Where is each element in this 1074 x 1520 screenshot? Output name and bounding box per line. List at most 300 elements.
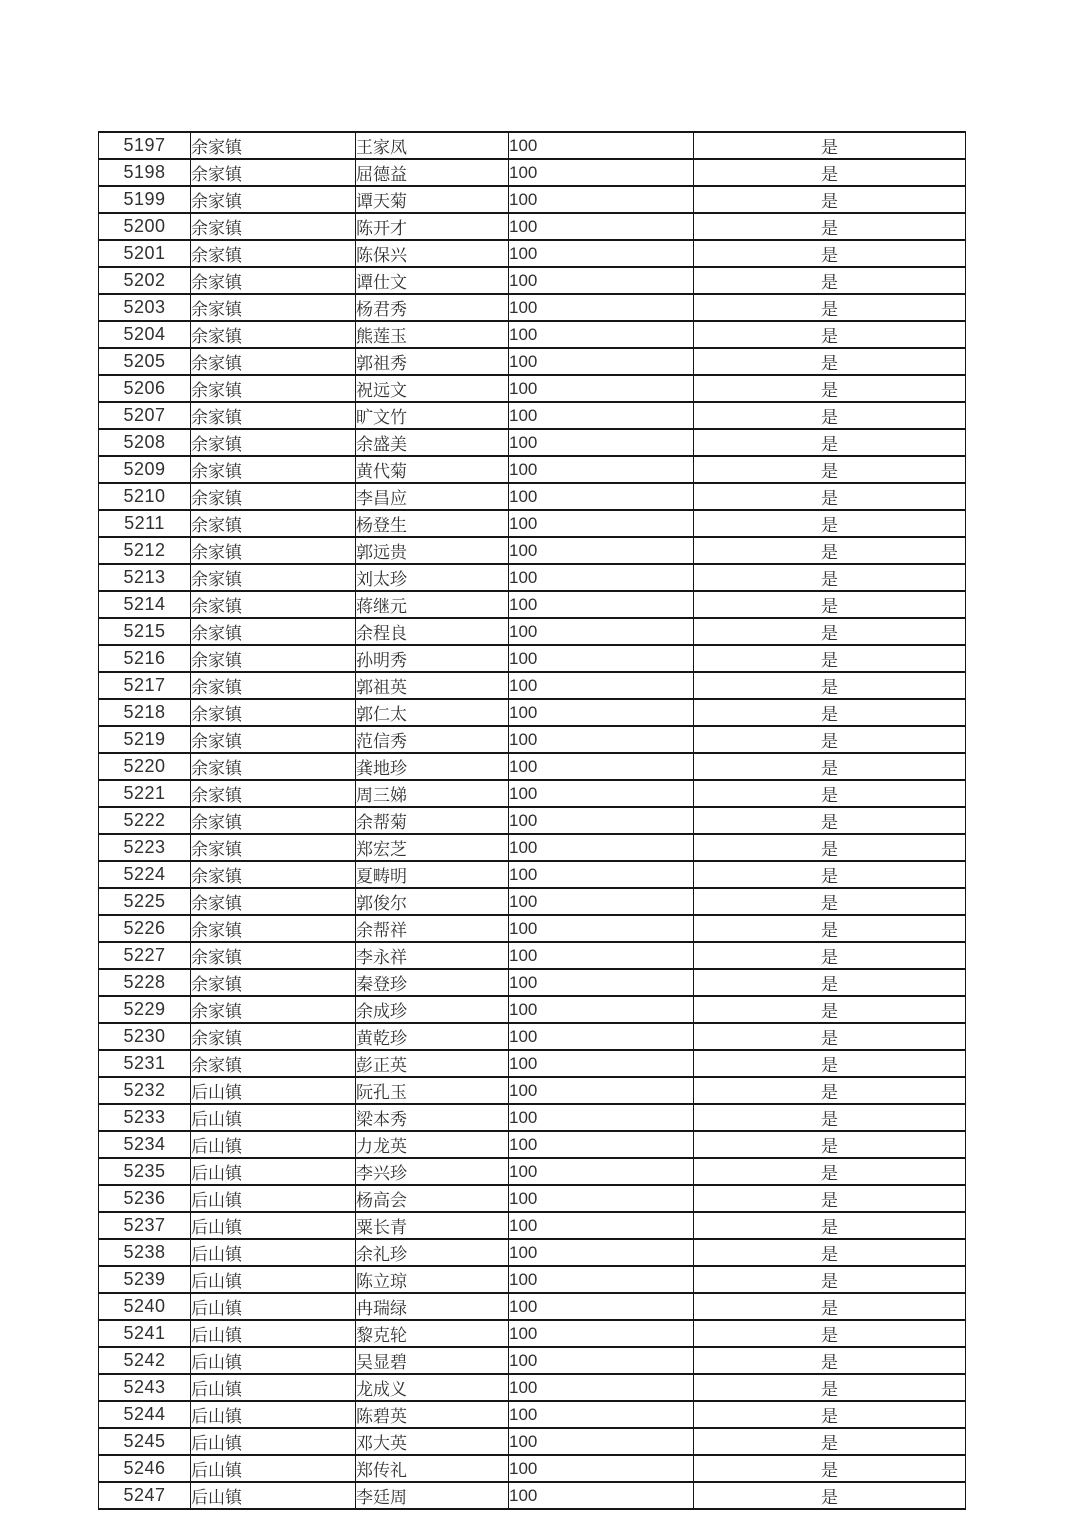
- cell-person-name: 余帮祥: [356, 915, 509, 942]
- table-row: [99, 456, 966, 483]
- cell-town-name: 余家镇: [191, 213, 356, 240]
- cell-score: 100: [509, 267, 694, 294]
- cell-serial-number: 5234: [99, 1131, 191, 1158]
- table-row: [99, 186, 966, 213]
- cell-score: 100: [509, 1050, 694, 1077]
- cell-confirmation: 是: [694, 1347, 966, 1374]
- cell-town-name: 余家镇: [191, 321, 356, 348]
- cell-score: 100: [509, 1266, 694, 1293]
- cell-serial-number: 5240: [99, 1293, 191, 1320]
- cell-serial-number: 5239: [99, 1266, 191, 1293]
- cell-confirmation: 是: [694, 672, 966, 699]
- cell-person-name: 李昌应: [356, 483, 509, 510]
- cell-serial-number: 5203: [99, 294, 191, 321]
- table-row: [99, 1104, 966, 1131]
- cell-confirmation: 是: [694, 699, 966, 726]
- cell-confirmation: 是: [694, 1455, 966, 1482]
- cell-score: 100: [509, 942, 694, 969]
- cell-confirmation: 是: [694, 1482, 966, 1509]
- cell-person-name: 余成珍: [356, 996, 509, 1023]
- cell-serial-number: 5217: [99, 672, 191, 699]
- cell-serial-number: 5245: [99, 1428, 191, 1455]
- table-row: [99, 564, 966, 591]
- cell-confirmation: 是: [694, 645, 966, 672]
- cell-serial-number: 5210: [99, 483, 191, 510]
- table-row: [99, 375, 966, 402]
- cell-town-name: 后山镇: [191, 1374, 356, 1401]
- cell-person-name: 陈立琼: [356, 1266, 509, 1293]
- cell-serial-number: 5206: [99, 375, 191, 402]
- cell-person-name: 郭祖秀: [356, 348, 509, 375]
- cell-serial-number: 5241: [99, 1320, 191, 1347]
- cell-score: 100: [509, 1428, 694, 1455]
- cell-person-name: 余帮菊: [356, 807, 509, 834]
- cell-town-name: 余家镇: [191, 402, 356, 429]
- cell-confirmation: 是: [694, 1401, 966, 1428]
- table-row: [99, 861, 966, 888]
- cell-town-name: 余家镇: [191, 132, 356, 159]
- cell-town-name: 余家镇: [191, 564, 356, 591]
- table-row: [99, 942, 966, 969]
- cell-town-name: 余家镇: [191, 942, 356, 969]
- table-row: [99, 618, 966, 645]
- cell-confirmation: 是: [694, 915, 966, 942]
- cell-person-name: 龙成义: [356, 1374, 509, 1401]
- cell-score: 100: [509, 564, 694, 591]
- cell-confirmation: 是: [694, 132, 966, 159]
- cell-serial-number: 5243: [99, 1374, 191, 1401]
- cell-confirmation: 是: [694, 456, 966, 483]
- cell-serial-number: 5207: [99, 402, 191, 429]
- roster-body: [99, 132, 966, 1509]
- cell-town-name: 余家镇: [191, 618, 356, 645]
- table-row: [99, 780, 966, 807]
- cell-person-name: 郭祖英: [356, 672, 509, 699]
- cell-person-name: 李廷周: [356, 1482, 509, 1509]
- cell-town-name: 余家镇: [191, 996, 356, 1023]
- cell-confirmation: 是: [694, 726, 966, 753]
- table-row: [99, 159, 966, 186]
- cell-town-name: 余家镇: [191, 780, 356, 807]
- cell-person-name: 邓大英: [356, 1428, 509, 1455]
- cell-town-name: 余家镇: [191, 294, 356, 321]
- cell-score: 100: [509, 1239, 694, 1266]
- table-row: [99, 537, 966, 564]
- cell-town-name: 余家镇: [191, 537, 356, 564]
- cell-town-name: 余家镇: [191, 645, 356, 672]
- cell-person-name: 旷文竹: [356, 402, 509, 429]
- cell-serial-number: 5209: [99, 456, 191, 483]
- cell-serial-number: 5221: [99, 780, 191, 807]
- cell-confirmation: 是: [694, 186, 966, 213]
- cell-town-name: 余家镇: [191, 483, 356, 510]
- roster-table: [98, 131, 966, 1510]
- cell-town-name: 余家镇: [191, 807, 356, 834]
- cell-score: 100: [509, 213, 694, 240]
- cell-town-name: 余家镇: [191, 753, 356, 780]
- cell-confirmation: 是: [694, 240, 966, 267]
- cell-confirmation: 是: [694, 969, 966, 996]
- table-row: [99, 834, 966, 861]
- cell-score: 100: [509, 186, 694, 213]
- cell-town-name: 后山镇: [191, 1077, 356, 1104]
- cell-town-name: 后山镇: [191, 1104, 356, 1131]
- cell-score: 100: [509, 618, 694, 645]
- cell-serial-number: 5212: [99, 537, 191, 564]
- cell-score: 100: [509, 1374, 694, 1401]
- cell-town-name: 后山镇: [191, 1320, 356, 1347]
- cell-score: 100: [509, 996, 694, 1023]
- cell-serial-number: 5198: [99, 159, 191, 186]
- cell-score: 100: [509, 1293, 694, 1320]
- table-row: [99, 591, 966, 618]
- cell-confirmation: 是: [694, 1023, 966, 1050]
- cell-town-name: 余家镇: [191, 159, 356, 186]
- cell-serial-number: 5242: [99, 1347, 191, 1374]
- table-row: [99, 1374, 966, 1401]
- cell-person-name: 余程良: [356, 618, 509, 645]
- cell-person-name: 王家凤: [356, 132, 509, 159]
- cell-confirmation: 是: [694, 942, 966, 969]
- cell-confirmation: 是: [694, 375, 966, 402]
- cell-town-name: 余家镇: [191, 1050, 356, 1077]
- cell-person-name: 冉瑞绿: [356, 1293, 509, 1320]
- cell-confirmation: 是: [694, 1239, 966, 1266]
- cell-town-name: 余家镇: [191, 240, 356, 267]
- table-row: [99, 294, 966, 321]
- cell-score: 100: [509, 483, 694, 510]
- cell-confirmation: 是: [694, 159, 966, 186]
- cell-confirmation: 是: [694, 537, 966, 564]
- cell-score: 100: [509, 1482, 694, 1509]
- cell-serial-number: 5214: [99, 591, 191, 618]
- cell-serial-number: 5238: [99, 1239, 191, 1266]
- cell-confirmation: 是: [694, 294, 966, 321]
- cell-town-name: 后山镇: [191, 1347, 356, 1374]
- table-row: [99, 699, 966, 726]
- cell-serial-number: 5224: [99, 861, 191, 888]
- cell-person-name: 蒋继元: [356, 591, 509, 618]
- cell-score: 100: [509, 807, 694, 834]
- cell-person-name: 夏畴明: [356, 861, 509, 888]
- cell-score: 100: [509, 1158, 694, 1185]
- cell-serial-number: 5199: [99, 186, 191, 213]
- cell-person-name: 龚地珍: [356, 753, 509, 780]
- table-row: [99, 1077, 966, 1104]
- cell-town-name: 后山镇: [191, 1185, 356, 1212]
- cell-person-name: 阮孔玉: [356, 1077, 509, 1104]
- cell-confirmation: 是: [694, 1266, 966, 1293]
- table-row: [99, 888, 966, 915]
- cell-score: 100: [509, 834, 694, 861]
- cell-score: 100: [509, 348, 694, 375]
- cell-score: 100: [509, 1077, 694, 1104]
- table-row: [99, 267, 966, 294]
- table-row: [99, 753, 966, 780]
- cell-score: 100: [509, 753, 694, 780]
- cell-score: 100: [509, 672, 694, 699]
- table-row: [99, 510, 966, 537]
- cell-score: 100: [509, 1212, 694, 1239]
- cell-person-name: 黄代菊: [356, 456, 509, 483]
- cell-serial-number: 5246: [99, 1455, 191, 1482]
- cell-person-name: 粟长青: [356, 1212, 509, 1239]
- cell-person-name: 陈碧英: [356, 1401, 509, 1428]
- table-row: [99, 240, 966, 267]
- table-row: [99, 969, 966, 996]
- cell-confirmation: 是: [694, 1212, 966, 1239]
- cell-serial-number: 5230: [99, 1023, 191, 1050]
- cell-town-name: 余家镇: [191, 834, 356, 861]
- cell-person-name: 梁本秀: [356, 1104, 509, 1131]
- cell-serial-number: 5201: [99, 240, 191, 267]
- cell-confirmation: 是: [694, 510, 966, 537]
- table-row: [99, 672, 966, 699]
- cell-confirmation: 是: [694, 996, 966, 1023]
- cell-person-name: 郭俊尔: [356, 888, 509, 915]
- table-row: [99, 915, 966, 942]
- table-row: [99, 726, 966, 753]
- table-row: [99, 1158, 966, 1185]
- cell-town-name: 余家镇: [191, 699, 356, 726]
- cell-person-name: 秦登珍: [356, 969, 509, 996]
- cell-score: 100: [509, 240, 694, 267]
- cell-serial-number: 5236: [99, 1185, 191, 1212]
- cell-town-name: 后山镇: [191, 1293, 356, 1320]
- table-row: [99, 1212, 966, 1239]
- cell-town-name: 后山镇: [191, 1482, 356, 1509]
- cell-town-name: 余家镇: [191, 861, 356, 888]
- cell-serial-number: 5216: [99, 645, 191, 672]
- table-row: [99, 213, 966, 240]
- cell-confirmation: 是: [694, 1104, 966, 1131]
- cell-town-name: 余家镇: [191, 726, 356, 753]
- table-row: [99, 1185, 966, 1212]
- cell-serial-number: 5247: [99, 1482, 191, 1509]
- cell-serial-number: 5244: [99, 1401, 191, 1428]
- table-row: [99, 348, 966, 375]
- table-row: [99, 807, 966, 834]
- cell-town-name: 余家镇: [191, 915, 356, 942]
- cell-serial-number: 5223: [99, 834, 191, 861]
- cell-score: 100: [509, 1131, 694, 1158]
- table-row: [99, 1050, 966, 1077]
- table-row: [99, 402, 966, 429]
- cell-serial-number: 5215: [99, 618, 191, 645]
- table-row: [99, 1131, 966, 1158]
- table-row: [99, 1401, 966, 1428]
- cell-serial-number: 5237: [99, 1212, 191, 1239]
- cell-town-name: 余家镇: [191, 1023, 356, 1050]
- cell-person-name: 周三娣: [356, 780, 509, 807]
- cell-person-name: 祝远文: [356, 375, 509, 402]
- cell-serial-number: 5225: [99, 888, 191, 915]
- table-row: [99, 321, 966, 348]
- cell-confirmation: 是: [694, 483, 966, 510]
- cell-person-name: 谭天菊: [356, 186, 509, 213]
- cell-confirmation: 是: [694, 1185, 966, 1212]
- cell-town-name: 后山镇: [191, 1131, 356, 1158]
- cell-person-name: 范信秀: [356, 726, 509, 753]
- cell-person-name: 陈开才: [356, 213, 509, 240]
- cell-score: 100: [509, 915, 694, 942]
- table-row: [99, 1428, 966, 1455]
- table-row: [99, 1347, 966, 1374]
- cell-serial-number: 5213: [99, 564, 191, 591]
- cell-score: 100: [509, 1104, 694, 1131]
- cell-confirmation: 是: [694, 321, 966, 348]
- cell-serial-number: 5211: [99, 510, 191, 537]
- cell-town-name: 后山镇: [191, 1158, 356, 1185]
- cell-serial-number: 5205: [99, 348, 191, 375]
- table-row: [99, 1482, 966, 1509]
- cell-score: 100: [509, 969, 694, 996]
- cell-person-name: 杨高会: [356, 1185, 509, 1212]
- cell-town-name: 余家镇: [191, 186, 356, 213]
- cell-town-name: 后山镇: [191, 1266, 356, 1293]
- cell-score: 100: [509, 456, 694, 483]
- cell-score: 100: [509, 591, 694, 618]
- table-row: [99, 1320, 966, 1347]
- cell-town-name: 余家镇: [191, 429, 356, 456]
- cell-score: 100: [509, 861, 694, 888]
- table-row: [99, 1455, 966, 1482]
- table-row: [99, 1293, 966, 1320]
- cell-serial-number: 5222: [99, 807, 191, 834]
- cell-score: 100: [509, 1023, 694, 1050]
- cell-person-name: 屈德益: [356, 159, 509, 186]
- cell-confirmation: 是: [694, 618, 966, 645]
- cell-confirmation: 是: [694, 753, 966, 780]
- cell-confirmation: 是: [694, 807, 966, 834]
- cell-score: 100: [509, 645, 694, 672]
- cell-confirmation: 是: [694, 1050, 966, 1077]
- cell-score: 100: [509, 1320, 694, 1347]
- cell-town-name: 后山镇: [191, 1428, 356, 1455]
- cell-score: 100: [509, 159, 694, 186]
- cell-serial-number: 5226: [99, 915, 191, 942]
- cell-town-name: 余家镇: [191, 672, 356, 699]
- table-row: [99, 996, 966, 1023]
- cell-score: 100: [509, 1185, 694, 1212]
- table-row: [99, 645, 966, 672]
- cell-person-name: 彭正英: [356, 1050, 509, 1077]
- cell-town-name: 余家镇: [191, 456, 356, 483]
- cell-confirmation: 是: [694, 1374, 966, 1401]
- cell-confirmation: 是: [694, 1428, 966, 1455]
- cell-score: 100: [509, 429, 694, 456]
- cell-confirmation: 是: [694, 1293, 966, 1320]
- cell-serial-number: 5229: [99, 996, 191, 1023]
- cell-score: 100: [509, 537, 694, 564]
- cell-person-name: 黄乾珍: [356, 1023, 509, 1050]
- cell-town-name: 余家镇: [191, 510, 356, 537]
- cell-town-name: 余家镇: [191, 591, 356, 618]
- cell-serial-number: 5232: [99, 1077, 191, 1104]
- cell-town-name: 余家镇: [191, 348, 356, 375]
- cell-confirmation: 是: [694, 1077, 966, 1104]
- cell-confirmation: 是: [694, 564, 966, 591]
- cell-serial-number: 5219: [99, 726, 191, 753]
- cell-confirmation: 是: [694, 1320, 966, 1347]
- table-row: [99, 1266, 966, 1293]
- table-row: [99, 1023, 966, 1050]
- cell-score: 100: [509, 132, 694, 159]
- cell-score: 100: [509, 510, 694, 537]
- cell-person-name: 刘太珍: [356, 564, 509, 591]
- cell-town-name: 余家镇: [191, 267, 356, 294]
- cell-town-name: 后山镇: [191, 1455, 356, 1482]
- cell-score: 100: [509, 888, 694, 915]
- cell-town-name: 后山镇: [191, 1212, 356, 1239]
- cell-score: 100: [509, 699, 694, 726]
- cell-serial-number: 5200: [99, 213, 191, 240]
- cell-serial-number: 5208: [99, 429, 191, 456]
- cell-serial-number: 5231: [99, 1050, 191, 1077]
- cell-serial-number: 5233: [99, 1104, 191, 1131]
- cell-person-name: 黎克轮: [356, 1320, 509, 1347]
- cell-person-name: 陈保兴: [356, 240, 509, 267]
- cell-score: 100: [509, 321, 694, 348]
- cell-confirmation: 是: [694, 861, 966, 888]
- cell-person-name: 谭仕文: [356, 267, 509, 294]
- cell-person-name: 杨登生: [356, 510, 509, 537]
- cell-score: 100: [509, 402, 694, 429]
- cell-town-name: 余家镇: [191, 969, 356, 996]
- cell-serial-number: 5218: [99, 699, 191, 726]
- cell-person-name: 力龙英: [356, 1131, 509, 1158]
- cell-person-name: 熊莲玉: [356, 321, 509, 348]
- cell-person-name: 孙明秀: [356, 645, 509, 672]
- cell-person-name: 吴显碧: [356, 1347, 509, 1374]
- cell-serial-number: 5227: [99, 942, 191, 969]
- cell-score: 100: [509, 1401, 694, 1428]
- cell-person-name: 李兴珍: [356, 1158, 509, 1185]
- cell-serial-number: 5220: [99, 753, 191, 780]
- cell-person-name: 郭远贵: [356, 537, 509, 564]
- cell-person-name: 李永祥: [356, 942, 509, 969]
- table-row: [99, 132, 966, 159]
- cell-serial-number: 5235: [99, 1158, 191, 1185]
- cell-serial-number: 5228: [99, 969, 191, 996]
- cell-confirmation: 是: [694, 348, 966, 375]
- cell-confirmation: 是: [694, 213, 966, 240]
- cell-confirmation: 是: [694, 591, 966, 618]
- cell-person-name: 余礼珍: [356, 1239, 509, 1266]
- cell-confirmation: 是: [694, 834, 966, 861]
- cell-confirmation: 是: [694, 267, 966, 294]
- cell-serial-number: 5197: [99, 132, 191, 159]
- cell-town-name: 后山镇: [191, 1239, 356, 1266]
- table-row: [99, 429, 966, 456]
- table-row: [99, 483, 966, 510]
- cell-town-name: 后山镇: [191, 1401, 356, 1428]
- cell-serial-number: 5202: [99, 267, 191, 294]
- cell-score: 100: [509, 294, 694, 321]
- cell-confirmation: 是: [694, 429, 966, 456]
- cell-score: 100: [509, 1455, 694, 1482]
- table-row: [99, 1239, 966, 1266]
- cell-confirmation: 是: [694, 402, 966, 429]
- cell-person-name: 郑宏芝: [356, 834, 509, 861]
- cell-confirmation: 是: [694, 1158, 966, 1185]
- cell-person-name: 余盛美: [356, 429, 509, 456]
- cell-score: 100: [509, 726, 694, 753]
- cell-score: 100: [509, 1347, 694, 1374]
- cell-town-name: 余家镇: [191, 375, 356, 402]
- cell-town-name: 余家镇: [191, 888, 356, 915]
- cell-person-name: 郭仁太: [356, 699, 509, 726]
